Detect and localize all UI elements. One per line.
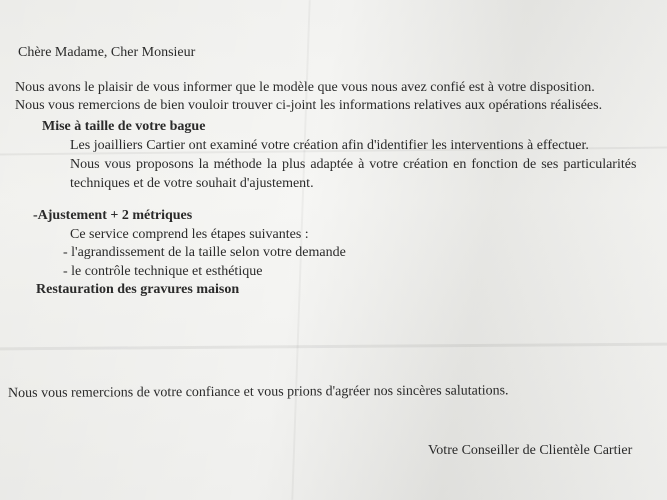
section-adjustment-line-1: Ce service comprend les étapes suivantes : <box>70 227 309 242</box>
signature: Votre Conseiller de Clientèle Cartier <box>428 443 633 458</box>
section-heading-adjustment: -Ajustement + 2 métriques <box>33 208 193 223</box>
intro-line-1: Nous avons le plaisir de vous informer que le modèle que vous nous avez confié est à votre disposition. <box>15 80 595 95</box>
section-heading-resizing: Mise à taille de votre bague <box>42 119 206 134</box>
section-resizing-line-1: Les joailliers Cartier ont examiné votre création afin d'identifier les interventions à effectuer. <box>70 138 589 153</box>
salutation: Chère Madame, Cher Monsieur <box>18 45 196 60</box>
section-resizing-line-2: Nous vous proposons la méthode la plus adaptée à votre création en fonction de ses particularités <box>70 157 637 172</box>
section-adjustment-line-2: - l'agrandissement de la taille selon votre demande <box>63 245 346 260</box>
paper-fold <box>0 343 667 351</box>
section-resizing-line-3: techniques et de votre souhait d'ajustement. <box>70 176 314 191</box>
closing-line: Nous vous remercions de votre confiance et vous prions d'agréer nos sincères salutations. <box>7 383 509 401</box>
section-adjustment-line-3: - le contrôle technique et esthétique <box>63 264 263 279</box>
intro-line-2: Nous vous remercions de bien vouloir trouver ci-joint les informations relatives aux opérations réalisées. <box>15 98 603 113</box>
section-heading-engraving: Restauration des gravures maison <box>36 282 240 297</box>
